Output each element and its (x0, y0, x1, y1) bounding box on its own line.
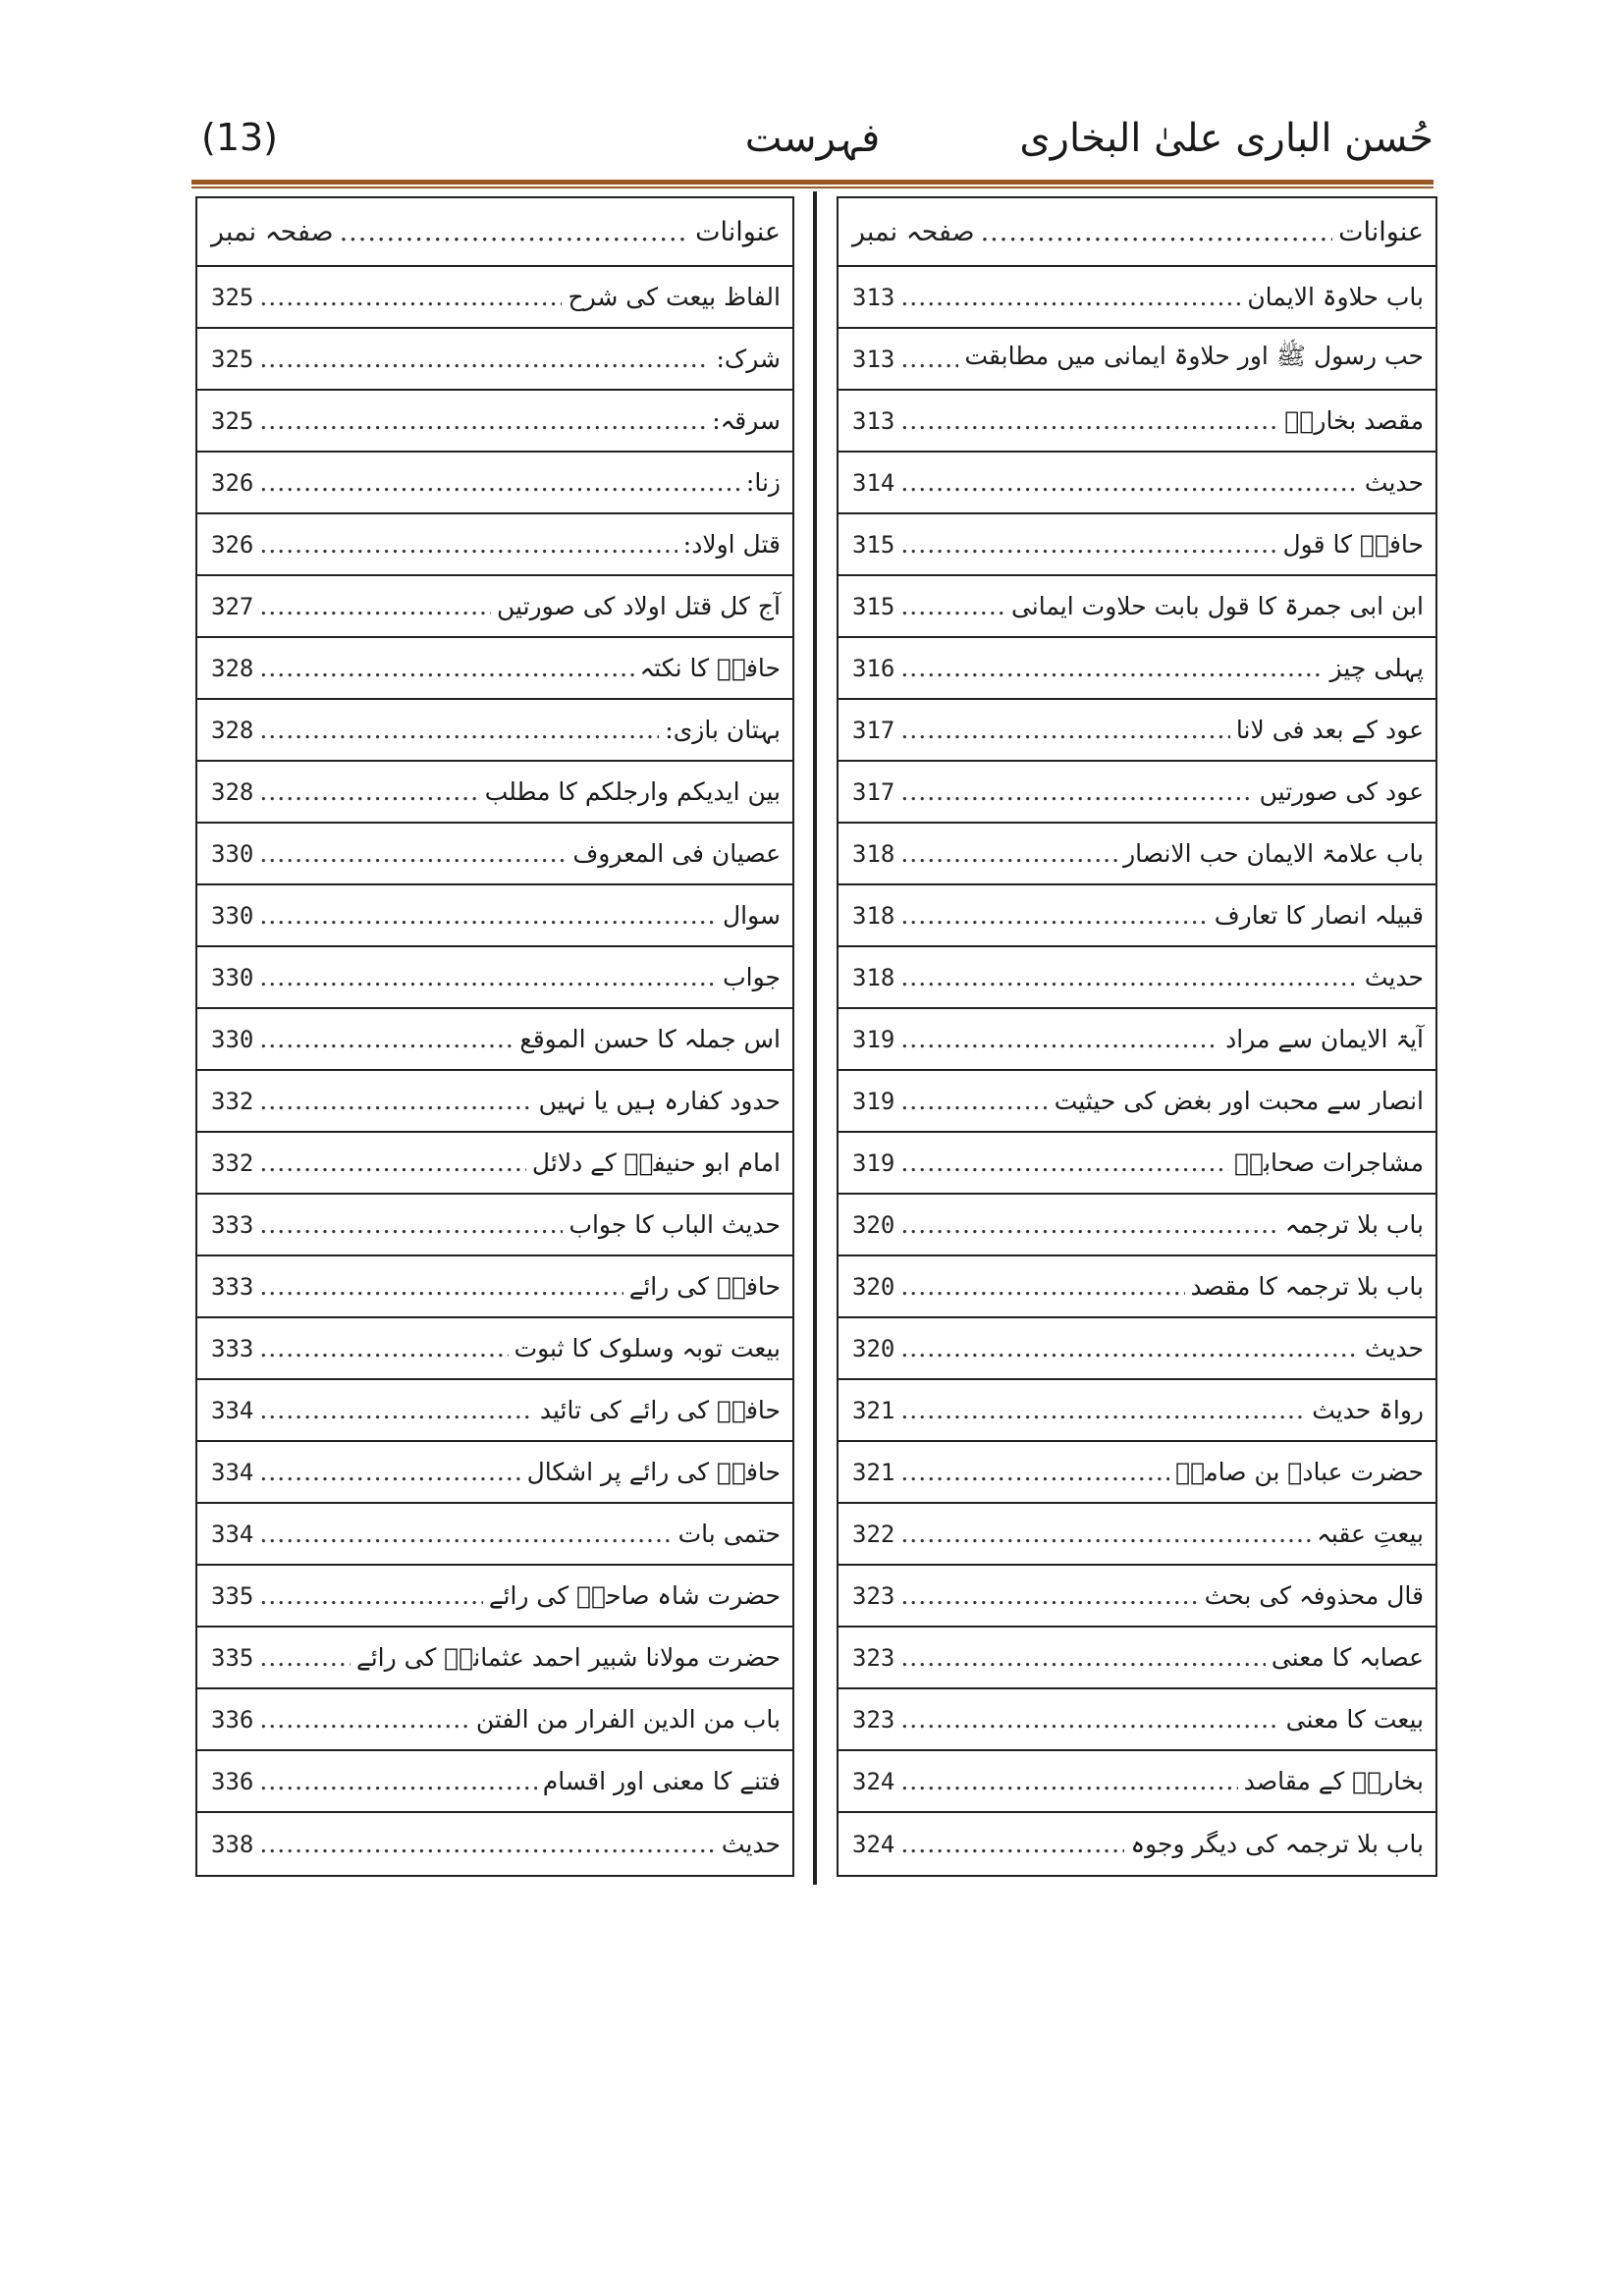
toc-entry (197, 1628, 792, 1689)
toc-entry-title: باب من الدین الفرار من الفتن (475, 1705, 781, 1734)
leader-dots (259, 963, 717, 991)
title-column-heading: عنوانات (1338, 216, 1424, 247)
toc-page-number: 320 (852, 1272, 895, 1301)
toc-page-number: 325 (211, 406, 254, 435)
toc-entry (197, 947, 792, 1009)
toc-entry (197, 824, 792, 885)
toc-page-number: 320 (852, 1334, 895, 1362)
leader-dots (900, 1705, 1279, 1734)
leader-dots (259, 530, 677, 559)
toc-page-number: 318 (852, 963, 895, 991)
leader-dots (259, 716, 659, 744)
toc-left-column (195, 196, 794, 1877)
toc-entry (197, 1133, 792, 1195)
toc-entry-title: مشاجرات صحابہؓ (1234, 1148, 1424, 1177)
toc-page-number: 332 (211, 1148, 254, 1177)
toc-entry-title: بیعت کا معنی (1285, 1705, 1424, 1734)
toc-entry (839, 453, 1435, 514)
toc-entry (197, 329, 792, 391)
toc-entry (197, 576, 792, 638)
toc-entry-title: حافظؒ کی رائے پر اشکال (526, 1458, 781, 1486)
toc-entry (197, 1380, 792, 1442)
toc-entry-title: حضرت شاہ صاحبؒ کی رائے (488, 1581, 781, 1610)
leader-dots (900, 963, 1359, 991)
header-rule-thin (191, 187, 1434, 188)
toc-entry (197, 1813, 792, 1875)
toc-page-number: 336 (211, 1767, 254, 1795)
leader-dots (900, 406, 1278, 435)
toc-entry-title: بیعتِ عقبہ (1317, 1520, 1424, 1548)
leader-dots (259, 1581, 483, 1610)
toc-entry (839, 1628, 1435, 1689)
leader-dots (900, 1643, 1266, 1672)
toc-entry (839, 514, 1435, 576)
toc-heading-row (197, 198, 792, 267)
toc-entry (197, 1566, 792, 1628)
leader-dots (900, 839, 1117, 868)
toc-entry (839, 1813, 1435, 1875)
toc-page-number: 313 (852, 283, 895, 311)
toc-page-number: 323 (852, 1581, 895, 1610)
leader-dots (259, 1025, 514, 1053)
toc-entry (839, 1195, 1435, 1256)
toc-page-number: 324 (852, 1830, 895, 1858)
toc-entry-title: سرقہ: (712, 406, 781, 435)
toc-entry-title: حدیث الباب کا جواب (568, 1210, 781, 1239)
toc-page-number: 338 (211, 1830, 254, 1858)
toc-entry (839, 824, 1435, 885)
toc-entry (839, 762, 1435, 824)
toc-page-number: 313 (852, 345, 895, 373)
leader-dots (900, 654, 1324, 682)
toc-entry-title: سوال (723, 901, 781, 930)
toc-entry-title: حافظؒ کی رائے (628, 1272, 781, 1301)
toc-entry (839, 638, 1435, 700)
toc-entry-title: حدیث (1364, 1334, 1424, 1362)
toc-page-number: 323 (852, 1705, 895, 1734)
toc-entry (839, 1689, 1435, 1751)
toc-entry (839, 576, 1435, 638)
toc-entry-title: انصار سے محبت اور بغض کی حیثیت (1054, 1087, 1424, 1115)
toc-entry (197, 1751, 792, 1813)
toc-entry-title: باب بلا ترجمہ (1284, 1210, 1424, 1239)
toc-page-number: 327 (211, 592, 254, 620)
toc-entry-title: حافظؒ کی رائے کی تائید (539, 1396, 781, 1424)
toc-entry-title: حب رسول ﷺ اور حلاوۃ ایمانی میں مطابقت (964, 342, 1424, 370)
toc-page-number: 317 (852, 716, 895, 744)
toc-entry-title: پہلی چیز (1329, 654, 1424, 682)
leader-dots (900, 1767, 1237, 1795)
toc-entry-title: حضرت عبادہ بن صامتؓ (1175, 1458, 1424, 1486)
toc-heading-row (839, 198, 1435, 267)
toc-entry-title: حافظؒ کا قول (1282, 530, 1424, 559)
toc-entry-title: بین ایدیکم وارجلکم کا مطلب (484, 777, 781, 806)
toc-entry (197, 453, 792, 514)
toc-page-number: 322 (852, 1520, 895, 1548)
toc-entry-title: قبیلہ انصار کا تعارف (1214, 901, 1424, 930)
toc-page-number: 319 (852, 1087, 895, 1115)
toc-entry (197, 1318, 792, 1380)
toc-entry-title: آیۃ الایمان سے مراد (1225, 1025, 1424, 1053)
leader-dots (900, 1025, 1219, 1053)
leader-dots (900, 345, 958, 373)
toc-entry (839, 1318, 1435, 1380)
leader-dots (900, 1334, 1359, 1362)
toc-entry-title: حدود کفارہ ہیں یا نہیں (538, 1087, 781, 1115)
leader-dots (259, 654, 633, 682)
leader-dots (340, 217, 690, 247)
toc-page-number: 335 (211, 1581, 254, 1610)
toc-page-number: 324 (852, 1767, 895, 1795)
toc-entry-title: باب علامۃ الایمان حب الانصار (1123, 839, 1424, 868)
leader-dots (259, 839, 567, 868)
page-column-heading: صفحہ نمبر (852, 216, 975, 247)
leader-dots (900, 283, 1241, 311)
toc-entry (197, 1442, 792, 1504)
leader-dots (259, 283, 562, 311)
toc-entry (839, 947, 1435, 1009)
section-title: فہرست (744, 116, 881, 161)
toc-page-number: 334 (211, 1458, 254, 1486)
toc-page-number: 315 (852, 592, 895, 620)
toc-page-number: 314 (852, 468, 895, 497)
toc-entry (197, 885, 792, 947)
leader-dots (259, 1210, 563, 1239)
leader-dots (259, 1148, 526, 1177)
toc-page-number: 323 (852, 1643, 895, 1672)
leader-dots (900, 1581, 1198, 1610)
leader-dots (259, 1705, 469, 1734)
toc-page-number: 318 (852, 901, 895, 930)
leader-dots (900, 1148, 1228, 1177)
toc-entry-title: ابن ابی جمرۃ کا قول بابت حلاوت ایمانی (1010, 592, 1424, 620)
leader-dots (259, 1272, 623, 1301)
toc-page-number: 316 (852, 654, 895, 682)
page-header (191, 116, 1434, 175)
toc-entry (197, 1689, 792, 1751)
toc-page-number: 318 (852, 839, 895, 868)
toc-entry-title: زنا: (745, 468, 781, 497)
toc-entry (839, 1566, 1435, 1628)
toc-entry (197, 762, 792, 824)
toc-entry-title: بہتان بازی: (665, 716, 781, 744)
leader-dots (259, 1334, 508, 1362)
toc-page-number: 326 (211, 530, 254, 559)
toc-page-number: 335 (211, 1643, 254, 1672)
toc-entry-title: مقصد بخاریؒ (1284, 406, 1424, 435)
toc-page-number: 319 (852, 1025, 895, 1053)
toc-entry-title: قال محذوفہ کی بحث (1204, 1581, 1424, 1610)
leader-dots (900, 1087, 1048, 1115)
book-title: حُسن الباری علیٰ البخاری (1019, 116, 1434, 161)
page-number: (13) (201, 116, 279, 159)
toc-entry (197, 1071, 792, 1133)
toc-entry-title: باب بلا ترجمہ کا مقصد (1190, 1272, 1424, 1301)
toc-page-number: 328 (211, 716, 254, 744)
toc-entry (839, 1751, 1435, 1813)
toc-entry-title: امام ابو حنیفہؒ کے دلائل (531, 1148, 781, 1177)
toc-page-number: 321 (852, 1396, 895, 1424)
leader-dots (259, 406, 706, 435)
leader-dots (900, 1458, 1169, 1486)
page-column-heading: صفحہ نمبر (211, 216, 334, 247)
toc-entry-title: شرک: (716, 345, 781, 373)
toc-entry (839, 1504, 1435, 1566)
title-column-heading: عنوانات (695, 216, 781, 247)
leader-dots (900, 716, 1230, 744)
toc-entry-title: رواۃ حدیث (1312, 1396, 1424, 1424)
toc-page-number: 317 (852, 777, 895, 806)
toc-entry-title: فتنے کا معنی اور اقسام (542, 1767, 781, 1795)
toc-entry (197, 1195, 792, 1256)
header-rule (191, 180, 1434, 185)
toc-entry (197, 1009, 792, 1071)
toc-entry-title: بیعت توبہ وسلوک کا ثبوت (514, 1334, 781, 1362)
leader-dots (900, 1396, 1306, 1424)
toc-entry (197, 514, 792, 576)
leader-dots (259, 1087, 532, 1115)
toc-page-number: 330 (211, 901, 254, 930)
leader-dots (900, 777, 1253, 806)
toc-page-number: 321 (852, 1458, 895, 1486)
toc-entry-title: جواب (723, 963, 781, 991)
toc-page-number: 334 (211, 1520, 254, 1548)
toc-entry-title: قتل اولاد: (682, 530, 781, 559)
leader-dots (900, 530, 1276, 559)
toc-entry-title: باب بلا ترجمہ کی دیگر وجوہ (1130, 1830, 1424, 1858)
toc-entry-title: حضرت مولانا شبیر احمد عثمانیؒ کی رائے (356, 1643, 781, 1672)
toc-entry (839, 700, 1435, 762)
leader-dots (900, 1520, 1311, 1548)
toc-entry-title: عصابہ کا معنی (1271, 1643, 1424, 1672)
toc-entry-title: عصیان فی المعروف (572, 839, 781, 868)
toc-page-number: 328 (211, 777, 254, 806)
toc-page-number: 330 (211, 839, 254, 868)
leader-dots (900, 592, 1005, 620)
toc-page-number: 315 (852, 530, 895, 559)
leader-dots (900, 901, 1208, 930)
toc-entry-title: حدیث (1364, 468, 1424, 497)
leader-dots (259, 1767, 536, 1795)
toc-entry-title: اس جملہ کا حسن الموقع (519, 1025, 781, 1053)
toc-entry-title: باب حلاوۃ الایمان (1247, 283, 1424, 311)
toc-entry-title: حدیث (1364, 963, 1424, 991)
toc-entry-title: بخاریؒ کے مقاصد (1243, 1767, 1424, 1795)
toc-page-number: 334 (211, 1396, 254, 1424)
leader-dots (259, 1643, 351, 1672)
toc-page-number: 336 (211, 1705, 254, 1734)
leader-dots (259, 468, 740, 497)
toc-entry (197, 1504, 792, 1566)
toc-entry (197, 700, 792, 762)
toc-page-number: 332 (211, 1087, 254, 1115)
toc-page-number: 330 (211, 963, 254, 991)
toc-entry (839, 1380, 1435, 1442)
toc-entry (839, 391, 1435, 453)
toc-right-column (837, 196, 1437, 1877)
toc-page-number: 333 (211, 1334, 254, 1362)
toc-page-number: 330 (211, 1025, 254, 1053)
toc-page-number: 313 (852, 406, 895, 435)
toc-entry-title: عود کے بعد فی لانا (1235, 716, 1424, 744)
toc-page-number: 333 (211, 1272, 254, 1301)
toc-entry (197, 267, 792, 329)
leader-dots (259, 777, 478, 806)
leader-dots (259, 345, 710, 373)
toc-page-number: 333 (211, 1210, 254, 1239)
toc-entry (839, 1071, 1435, 1133)
toc-page-number: 328 (211, 654, 254, 682)
leader-dots (259, 1458, 520, 1486)
leader-dots (900, 1830, 1124, 1858)
leader-dots (900, 468, 1359, 497)
toc-entry-title: حتمی بات (677, 1520, 781, 1548)
toc-entry (839, 885, 1435, 947)
toc-entry (839, 1133, 1435, 1195)
toc-entry (839, 1442, 1435, 1504)
leader-dots (259, 1830, 716, 1858)
leader-dots (259, 901, 717, 930)
toc-entry-title: الفاظ بیعت کی شرح (568, 283, 781, 311)
toc-entry (839, 329, 1435, 391)
toc-page-number: 326 (211, 468, 254, 497)
leader-dots (981, 217, 1333, 247)
toc-entry (197, 391, 792, 453)
toc-entry (197, 1256, 792, 1318)
leader-dots (259, 1396, 534, 1424)
toc-page-number: 325 (211, 345, 254, 373)
leader-dots (259, 592, 491, 620)
toc-entry (839, 1256, 1435, 1318)
toc-entry (839, 267, 1435, 329)
column-divider (813, 191, 817, 1885)
toc-page-number: 325 (211, 283, 254, 311)
toc-entry-title: حدیث (721, 1830, 781, 1858)
leader-dots (259, 1520, 672, 1548)
toc-entry (197, 638, 792, 700)
toc-page-number: 319 (852, 1148, 895, 1177)
leader-dots (900, 1210, 1278, 1239)
toc-entry-title: آج کل قتل اولاد کی صورتیں (497, 592, 781, 620)
leader-dots (900, 1272, 1184, 1301)
toc-page-number: 320 (852, 1210, 895, 1239)
toc-entry-title: عود کی صورتیں (1259, 777, 1424, 806)
toc-entry (839, 1009, 1435, 1071)
toc-entry-title: حافظؒ کا نکتہ (639, 654, 781, 682)
